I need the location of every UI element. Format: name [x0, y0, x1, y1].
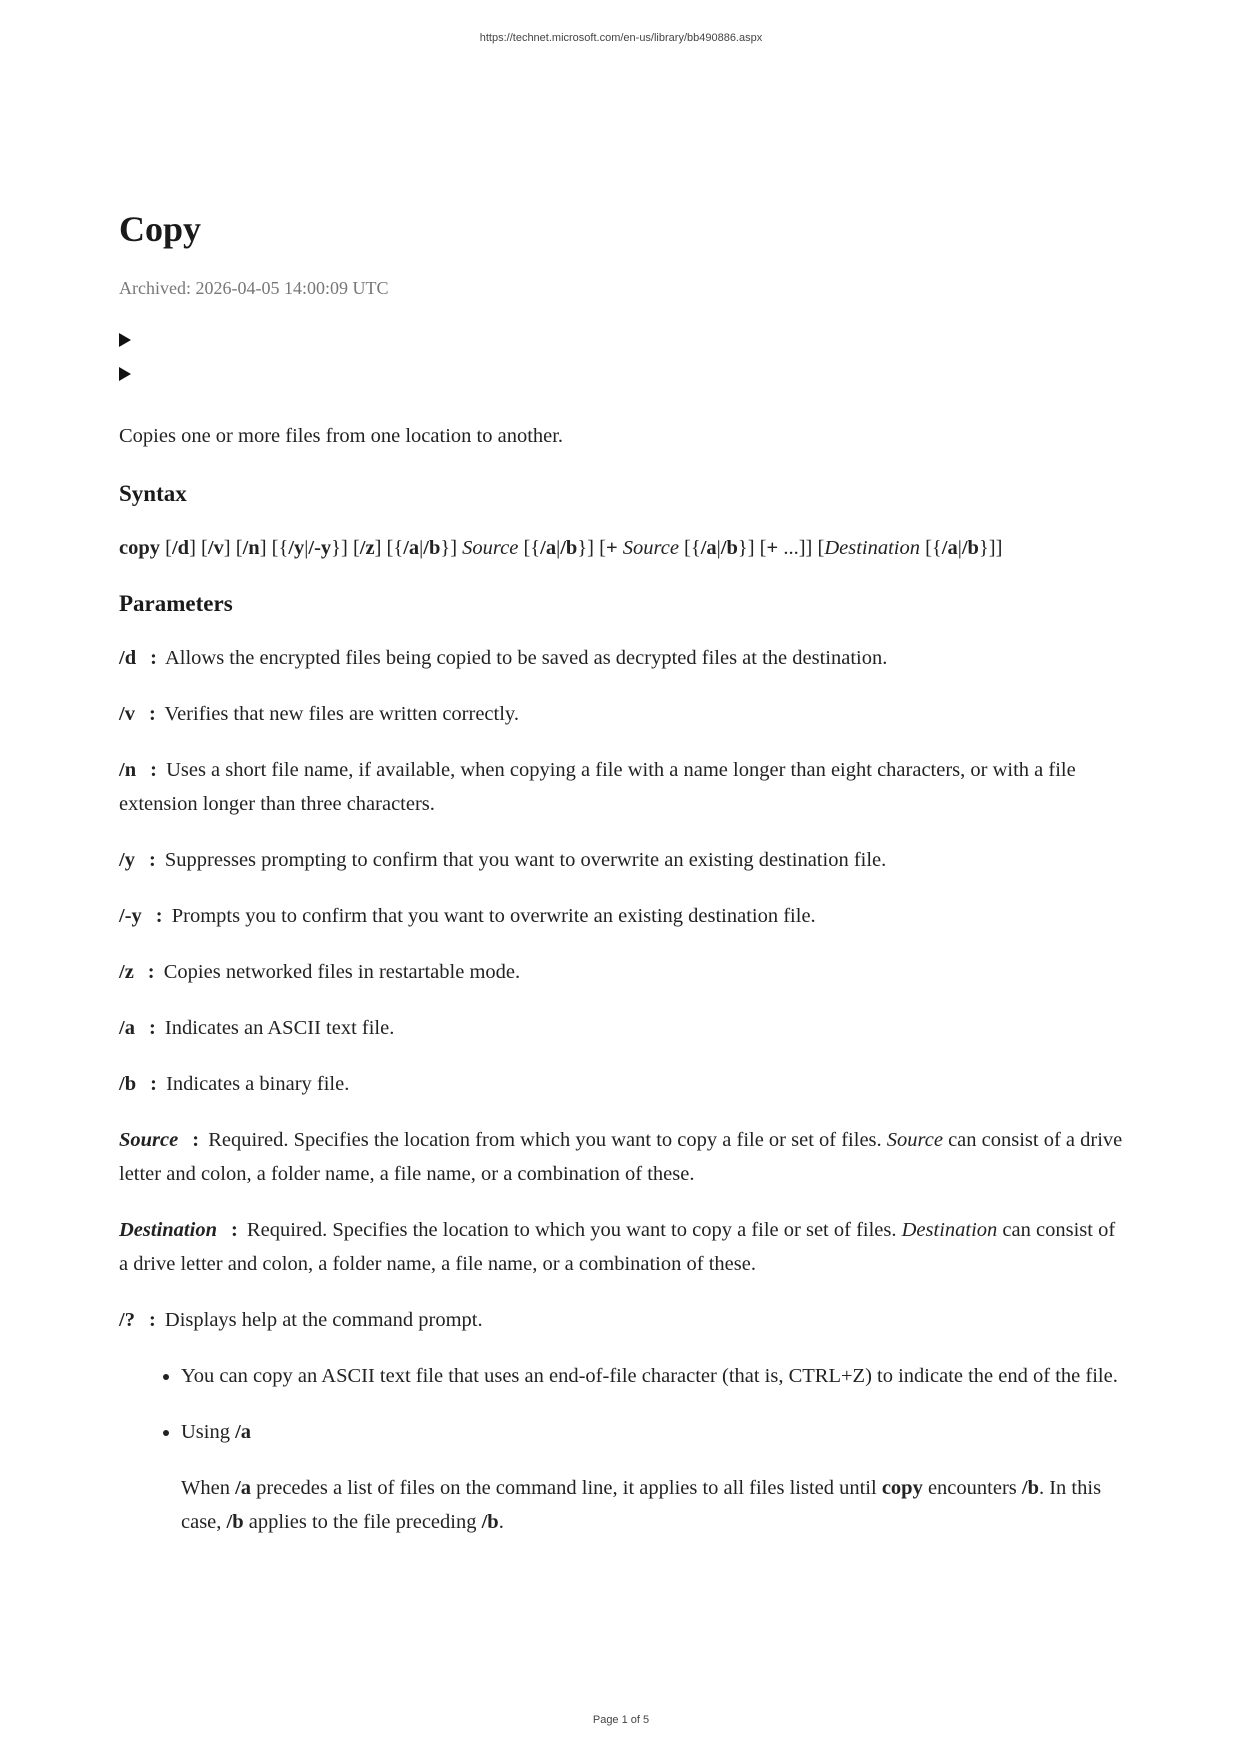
list-item-text: Using [181, 1421, 230, 1444]
param-desc: can consist of a drive letter and colon, a folder name, a file name, or a combination of these. [119, 1129, 1123, 1186]
param-desc: Uses a short file name, if available, when copying a file with a name longer than eight characters, or with a file extension longer than three characters. [119, 759, 1076, 816]
syntax-token: /d [171, 537, 190, 560]
param-desc: Copies networked files in restartable mode. [163, 961, 521, 984]
syntax-token: | [716, 537, 721, 560]
page-url-header: https://technet.microsoft.com/en-us/library/bb490886.aspx [479, 32, 763, 44]
intro-text: Copies one or more files from one location to another. [119, 425, 564, 448]
article [119, 208, 1129, 1561]
syntax-token: }] [ [577, 537, 606, 560]
param-help [119, 1303, 1129, 1337]
syntax-token: | [304, 537, 309, 560]
param-desc-emphasis: Destination [901, 1219, 998, 1242]
triangle-right-icon [119, 367, 131, 381]
list-item-text: You can copy an ASCII text file that uses an end-of-file character (that is, CTRL+Z) to indicate the end of the file. [181, 1365, 1118, 1388]
syntax-token: /b [560, 537, 578, 560]
param-desc: Prompts you to confirm that you want to overwrite an existing destination file. [171, 905, 816, 928]
syntax-token: | [419, 537, 424, 560]
detail-text: encounters [927, 1477, 1017, 1500]
param-name [119, 1219, 217, 1241]
detail-bold: /a [235, 1477, 252, 1500]
param-a [119, 1011, 1129, 1045]
detail-bold: /b [481, 1511, 499, 1534]
syntax-token: /b [720, 537, 738, 560]
syntax-token: }]] [978, 537, 1003, 560]
syntax-token: [{ [518, 537, 541, 560]
syntax-token: Source [462, 537, 519, 560]
syntax-token: ...]] [ [778, 537, 825, 560]
param-desc: Indicates a binary file. [166, 1073, 350, 1096]
param-name: /z [119, 961, 134, 984]
param-desc: Required. Specifies the location from which you want to copy a file or set of files. [208, 1129, 882, 1152]
syntax-token: /a [540, 537, 557, 560]
param-desc: Required. Specifies the location to which you want to copy a file or set of files. [246, 1219, 897, 1242]
param-name: /d [119, 647, 137, 670]
param-name: /a [119, 1017, 135, 1040]
param-n [119, 753, 1129, 821]
param-name: /v [119, 703, 135, 726]
param-separator: : [148, 1017, 156, 1040]
remarks-list [119, 1359, 1129, 1539]
param-desc: Allows the encrypted files being copied to be saved as decrypted files at the destination. [164, 647, 888, 670]
syntax-heading: Syntax [119, 481, 187, 507]
param-separator: : [147, 961, 155, 984]
param-y [119, 843, 1129, 877]
syntax-token: }] [ [737, 537, 767, 560]
param-separator: : [148, 703, 156, 726]
syntax-token: ] [ [223, 537, 243, 560]
param-name [119, 1129, 178, 1151]
archived-timestamp: Archived: 2026-04-05 14:00:09 UTC [119, 278, 389, 299]
syntax-token: /b [423, 537, 441, 560]
syntax-token: ] [ [189, 537, 208, 560]
syntax-token: /b [961, 537, 979, 560]
disclosure-toggle-2[interactable] [119, 357, 1129, 391]
param-separator: : [150, 647, 157, 670]
syntax-token: Source [622, 537, 679, 560]
page-title: Copy [119, 209, 202, 249]
param-source [119, 1123, 1129, 1191]
detail-text: . In this case, [181, 1477, 1102, 1534]
param-desc: Displays help at the command prompt. [164, 1309, 483, 1332]
syntax-token: }] [440, 537, 463, 560]
detail-text: . [498, 1511, 504, 1534]
syntax-token: /z [359, 537, 375, 560]
param-minus-y [119, 899, 1129, 933]
syntax-token: Destination [824, 537, 920, 560]
param-name: /? [119, 1309, 135, 1332]
syntax-token: /a [700, 537, 717, 560]
syntax-token: /n [242, 537, 260, 560]
list-item [181, 1415, 1129, 1539]
syntax-token: /v [207, 537, 224, 560]
syntax-token: /a [403, 537, 420, 560]
param-name-text: Source [119, 1129, 179, 1152]
param-d [119, 641, 1129, 675]
param-separator: : [150, 759, 157, 782]
param-separator: : [155, 905, 163, 928]
syntax-token: ] [{ [374, 537, 404, 560]
list-item-bold: /a [235, 1421, 252, 1444]
syntax-line [119, 531, 1129, 565]
list-item-detail [181, 1471, 1129, 1539]
param-destination [119, 1213, 1129, 1281]
param-desc-emphasis: Source [886, 1129, 943, 1152]
param-separator: : [150, 1073, 157, 1096]
param-name: /b [119, 1073, 137, 1096]
param-desc: Verifies that new files are written correctly. [164, 703, 519, 726]
detail-text: When [181, 1477, 230, 1500]
detail-bold: /b [226, 1511, 244, 1534]
param-desc: Suppresses prompting to confirm that you want to overwrite an existing destination file. [164, 849, 887, 872]
param-separator: : [148, 1309, 156, 1332]
detail-bold: copy [881, 1477, 923, 1500]
param-b [119, 1067, 1129, 1101]
syntax-token: copy [119, 537, 160, 560]
syntax-token: + [766, 537, 779, 560]
syntax-token: [{ [919, 537, 942, 560]
param-desc: Indicates an ASCII text file. [164, 1017, 395, 1040]
syntax-token: + [605, 537, 618, 560]
disclosure-toggle-1[interactable] [119, 323, 1129, 357]
detail-bold: /b [1021, 1477, 1039, 1500]
parameters-heading: Parameters [119, 591, 233, 617]
param-name: /n [119, 759, 137, 782]
page-number-footer: Page 1 of 5 [592, 1714, 650, 1726]
detail-text: applies to the file preceding [248, 1511, 477, 1534]
triangle-right-icon [119, 333, 131, 347]
param-z [119, 955, 1129, 989]
syntax-token: }] [ [331, 537, 360, 560]
syntax-token: /-y [308, 537, 332, 560]
param-name: /y [119, 849, 135, 872]
syntax-token: ] [{ [259, 537, 289, 560]
syntax-token: | [556, 537, 561, 560]
param-separator: : [230, 1219, 238, 1242]
syntax-token: [{ [678, 537, 701, 560]
list-item [181, 1359, 1129, 1393]
param-desc: can consist of a drive letter and colon, a folder name, a file name, or a combination of these. [119, 1219, 1116, 1276]
syntax-token: /a [941, 537, 958, 560]
detail-text: precedes a list of files on the command line, it applies to all files listed until [256, 1477, 877, 1500]
syntax-token: /y [288, 537, 305, 560]
disclosure-toggles [119, 323, 1129, 391]
syntax-token: | [957, 537, 962, 560]
syntax-token: [ [160, 537, 172, 560]
param-name: /-y [119, 905, 142, 928]
param-name-text: Destination [119, 1219, 217, 1242]
param-separator: : [148, 849, 156, 872]
param-v [119, 697, 1129, 731]
param-separator: : [192, 1129, 200, 1152]
